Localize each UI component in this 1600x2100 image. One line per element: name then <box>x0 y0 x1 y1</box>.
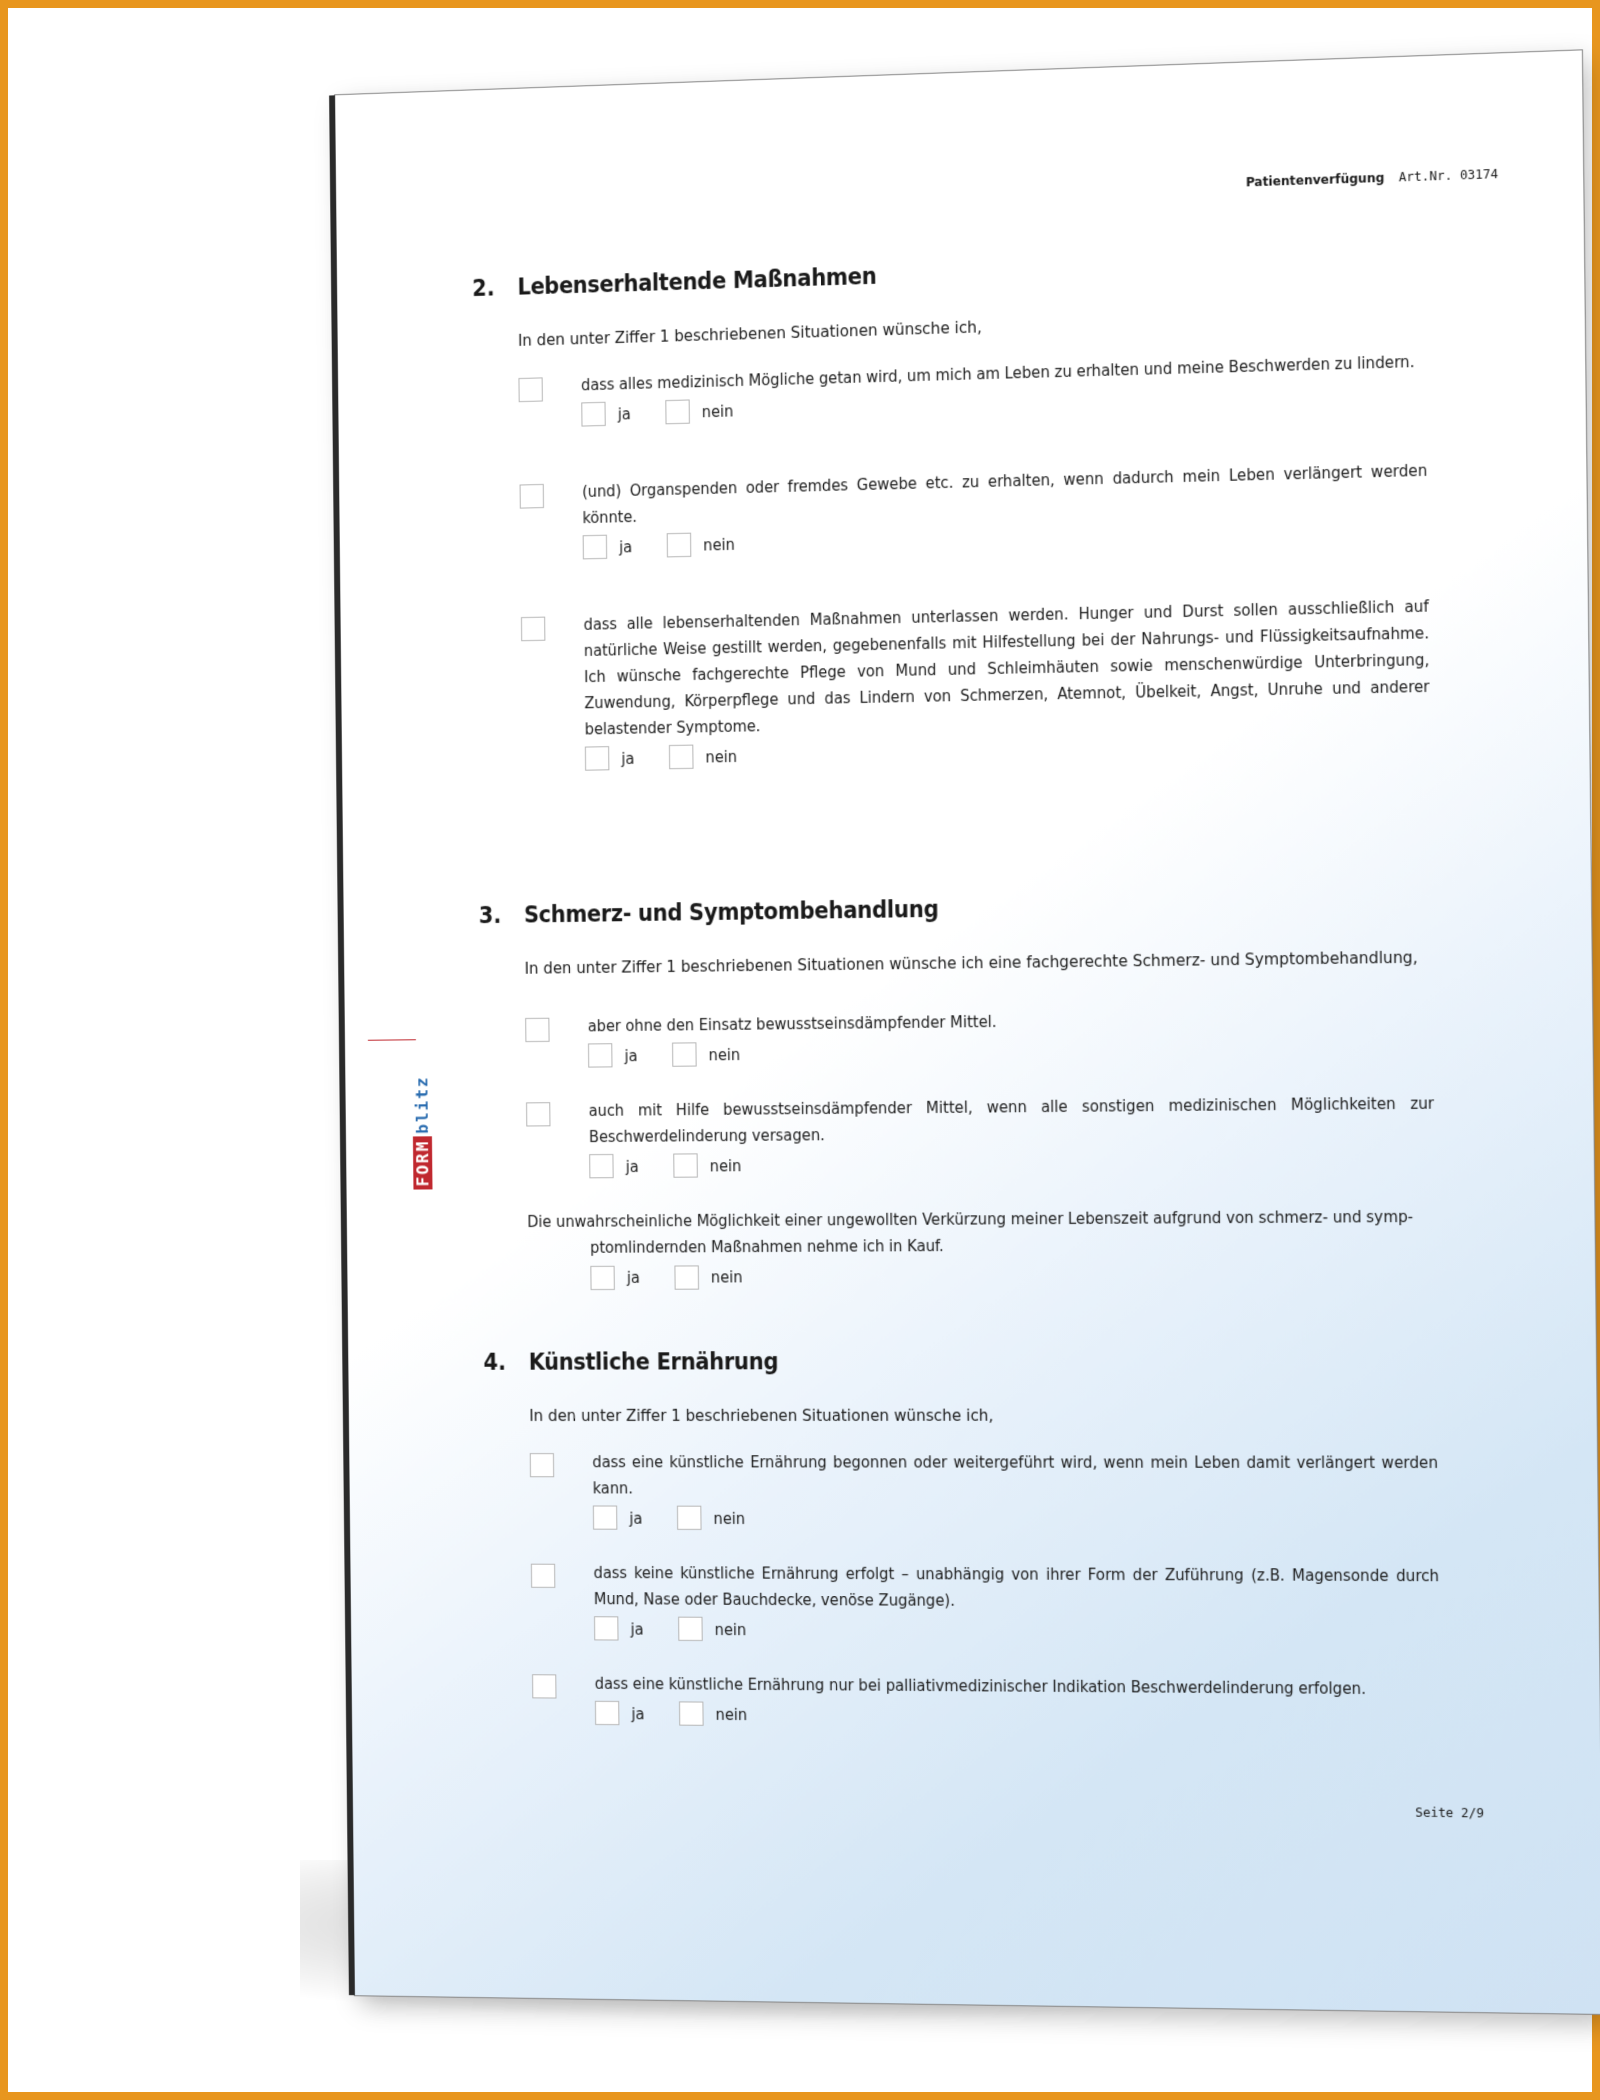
option-checkbox[interactable] <box>520 484 544 509</box>
section-intro: In den unter Ziffer 1 beschriebenen Situationen wünsche ich eine fachgerechte Schmerz- und Symptombehandlung, <box>524 947 1418 978</box>
option-checkbox[interactable] <box>521 617 545 642</box>
yes-no-row <box>528 1261 1436 1291</box>
yes-label: ja <box>624 1045 638 1065</box>
statement-block <box>527 1203 1436 1291</box>
yes-label: ja <box>621 748 635 768</box>
yes-checkbox[interactable] <box>581 402 606 427</box>
no-label: nein <box>709 1155 742 1175</box>
section-title: Lebenserhaltende Maßnahmen <box>517 263 877 301</box>
section-title: Schmerz- und Symptombehandlung <box>523 896 939 929</box>
option-checkbox[interactable] <box>531 1564 555 1588</box>
option-text: auch mit Hilfe bewusstseinsdämpfender Mittel, wenn alle sonstigen medizinischen Möglichkeiten zur Beschwerdelinderung versagen. <box>588 1093 1435 1147</box>
yes-label: ja <box>630 1618 644 1639</box>
option-text: dass eine künstliche Ernährung nur bei palliativmedizinischer Indikation Beschwerdelinderung erfolgen. <box>594 1673 1367 1699</box>
yes-label: ja <box>617 403 631 424</box>
article-number: Art.Nr. 03174 <box>1398 166 1499 185</box>
no-label: nein <box>710 1267 743 1287</box>
section-intro: In den unter Ziffer 1 beschriebenen Situationen wünsche ich, <box>517 317 982 350</box>
option-item <box>520 457 1428 561</box>
no-checkbox[interactable] <box>672 1042 697 1066</box>
option-text: dass eine künstliche Ernährung begonnen oder weitergeführt wird, wenn mein Leben damit verlängert werden kann. <box>592 1452 1439 1498</box>
yes-checkbox[interactable] <box>588 1043 613 1067</box>
no-label: nein <box>701 400 734 421</box>
yes-label: ja <box>631 1703 645 1723</box>
no-label: nein <box>713 1508 746 1528</box>
yes-no-row <box>593 1505 1439 1531</box>
yes-checkbox[interactable] <box>583 535 608 560</box>
no-label: nein <box>715 1704 748 1724</box>
section-pain-treatment <box>478 889 1436 1321</box>
option-text: aber ohne den Einsatz bewusstseinsdämpfender Mittel. <box>587 1011 997 1036</box>
option-text: dass alle lebenserhaltenden Maßnahmen unterlassen werden. Hunger und Durst sollen ausschließlich auf natürliche Weise gestillt werden, gegebenenfalls mit Hilfestellung bei der Nahrungs- und Flüssigkeitsaufnahme. Ich wünsche fachgerechte Pflege von Mund und Schleimhäuten sowie menschenwürdige Unterbringung, Zuwendung, Körperpflege und das Lindern von Schmerzen, Atemnot, Übelkeit, Angst, Unruhe und anderer belastender Symptome. <box>583 596 1430 739</box>
section-number: 2. <box>472 275 495 303</box>
option-item <box>525 1004 1433 1068</box>
no-checkbox[interactable] <box>679 1701 704 1725</box>
option-item <box>530 1449 1439 1532</box>
no-checkbox[interactable] <box>665 399 690 424</box>
option-text: dass alles medizinisch Mögliche getan wird, um mich am Leben zu erhalten und meine Beschwerden zu lindern. <box>580 351 1415 395</box>
yes-checkbox[interactable] <box>590 1266 615 1290</box>
option-text: dass keine künstliche Ernährung erfolgt – unabhängig von ihrer Form der Zuführung (z.B. Magensonde durch Mund, Nase oder Bauchdecke, venöse Zugänge). <box>593 1562 1440 1610</box>
no-label: nein <box>705 746 738 767</box>
document-header <box>1246 167 1499 191</box>
no-label: nein <box>703 534 735 555</box>
yes-checkbox[interactable] <box>595 1701 620 1725</box>
no-checkbox[interactable] <box>674 1265 699 1289</box>
brand-line <box>368 1039 416 1041</box>
yes-label: ja <box>626 1267 640 1287</box>
document-title: Patientenverfügung <box>1245 170 1385 191</box>
option-item <box>526 1090 1435 1179</box>
brand-part-blitz: blitz <box>412 1075 432 1134</box>
no-label: nein <box>708 1044 741 1064</box>
no-checkbox[interactable] <box>677 1506 702 1530</box>
option-checkbox[interactable] <box>530 1453 554 1477</box>
statement-line-continued: ptomlindernden Maßnahmen nehme ich in Kauf. <box>590 1235 944 1257</box>
brand-logo <box>400 1039 433 1189</box>
section-number: 4. <box>483 1349 507 1376</box>
yes-label: ja <box>619 536 633 557</box>
brand-text <box>412 1072 432 1189</box>
option-checkbox[interactable] <box>532 1674 556 1698</box>
option-item <box>532 1670 1441 1731</box>
section-life-sustaining <box>472 246 1430 802</box>
yes-no-row <box>595 1701 1441 1732</box>
yes-checkbox[interactable] <box>593 1505 618 1529</box>
section-title: Künstliche Ernährung <box>528 1349 779 1376</box>
yes-checkbox[interactable] <box>589 1154 614 1178</box>
no-checkbox[interactable] <box>673 1153 698 1177</box>
no-label: nein <box>714 1619 747 1639</box>
no-checkbox[interactable] <box>667 533 692 558</box>
option-checkbox[interactable] <box>526 1102 550 1126</box>
page-number: Seite 2/9 <box>1415 1805 1485 1821</box>
no-checkbox[interactable] <box>678 1617 703 1641</box>
option-item <box>518 348 1426 428</box>
yes-no-row <box>589 1148 1435 1179</box>
yes-label: ja <box>625 1156 639 1176</box>
no-checkbox[interactable] <box>669 745 694 770</box>
section-number: 3. <box>478 902 502 930</box>
option-checkbox[interactable] <box>518 377 542 402</box>
section-intro: In den unter Ziffer 1 beschriebenen Situationen wünsche ich, <box>529 1405 994 1425</box>
option-item <box>521 593 1430 772</box>
statement-line: Die unwahrscheinliche Möglichkeit einer ungewollten Verkürzung meiner Lebenszeit aufgrund von schmerz- und symp- <box>527 1206 1414 1232</box>
yes-no-row <box>588 1035 1434 1068</box>
yes-no-row <box>594 1616 1440 1645</box>
option-item <box>531 1560 1440 1645</box>
option-checkbox[interactable] <box>525 1018 549 1042</box>
section-artificial-nutrition <box>483 1348 1442 1763</box>
yes-label: ja <box>629 1508 643 1528</box>
option-text: (und) Organspenden oder fremdes Gewebe etc. zu erhalten, wenn dadurch mein Leben verlängert werden könnte. <box>582 460 1428 528</box>
document-page <box>335 50 1600 2014</box>
yes-checkbox[interactable] <box>594 1616 619 1640</box>
brand-part-form: FORM <box>413 1137 433 1190</box>
yes-checkbox[interactable] <box>585 746 610 771</box>
